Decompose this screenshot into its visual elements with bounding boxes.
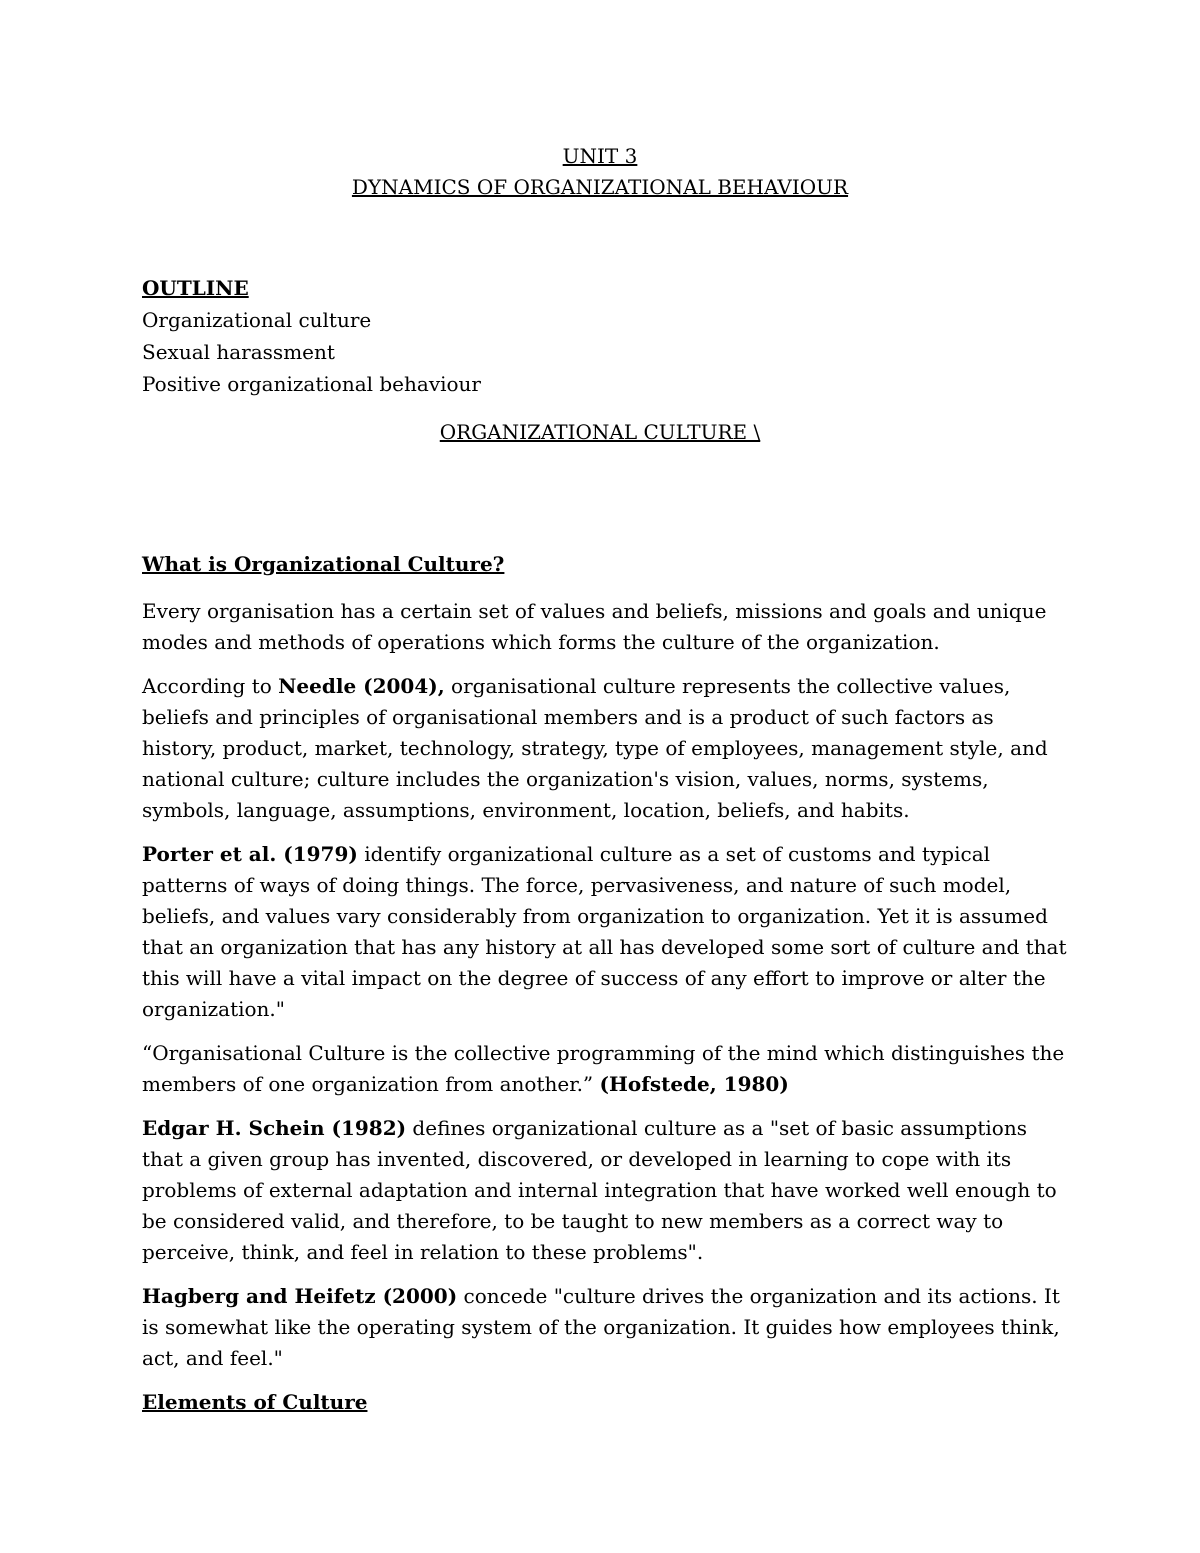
paragraph-hofstede [142, 1038, 1072, 1100]
paragraph-text: organisational culture represents the collective values, beliefs and principles of organisational members and is a product of such factors as history, product, market, technology, strategy, type of employees, management style, and national culture; culture includes the organization's vision, values, norms, systems, symbols, language, assumptions, environment, location, beliefs, and habits. [142, 674, 1048, 822]
unit-subtitle: DYNAMICS OF ORGANIZATIONAL BEHAVIOUR [351, 175, 849, 199]
paragraph-needle [142, 671, 1072, 826]
title-block [0, 141, 1200, 203]
paragraph-definition [142, 596, 1072, 658]
paragraph-text: identify organizational culture as a set of customs and typical patterns of ways of doing things. The force, pervasiveness, and nature of such model, beliefs, and values vary considerably from organization to organization. Yet it is assumed that an organization that has any history at all has developed some sort of culture and that this will have a vital impact on the degree of success of any effort to improve or alter the organization." [142, 842, 1067, 1021]
subheading-what-is: What is Organizational Culture? [142, 552, 505, 576]
paragraph-porter [142, 839, 1072, 1025]
outline-item: Positive organizational behaviour [142, 372, 481, 396]
outline-section [142, 272, 1062, 400]
paragraph-text: defines organizational culture as a "set of basic assumptions that a given group has invented, discovered, or developed in learning to cope with its problems of external adaptation and internal integration that have worked well enough to be considered valid, and therefore, to be taught to new members as a correct way to perceive, think, and feel in relation to these problems". [142, 1116, 1057, 1264]
body-text [142, 549, 1072, 1434]
outline-item: Organizational culture [142, 308, 372, 332]
paragraph-text: concede "culture drives the organization and its actions. It is somewhat like the operating system of the organization. It guides how employees think, act, and feel." [142, 1284, 1060, 1370]
subheading-elements: Elements of Culture [142, 1390, 368, 1414]
citation-porter: Porter et al. (1979) [142, 842, 358, 866]
unit-title: UNIT 3 [562, 144, 638, 168]
citation-schein: Edgar H. Schein (1982) [142, 1116, 407, 1140]
paragraph-hagberg [142, 1281, 1072, 1374]
citation-hagberg: Hagberg and Heifetz (2000) [142, 1284, 458, 1308]
outline-item: Sexual harassment [142, 340, 335, 364]
paragraph-text: “Organisational Culture is the collective programming of the mind which distinguishes the members of one organization from another.” [142, 1041, 1065, 1096]
citation-hofstede: (Hofstede, 1980) [599, 1072, 789, 1096]
paragraph-schein [142, 1113, 1072, 1268]
outline-heading: OUTLINE [142, 276, 249, 300]
section-heading: ORGANIZATIONAL CULTURE \ [439, 420, 761, 444]
paragraph-text: Every organisation has a certain set of values and beliefs, missions and goals and unique modes and methods of operations which forms the culture of the organization. [142, 599, 1047, 654]
citation-needle: Needle (2004), [278, 674, 445, 698]
paragraph-text: According to [142, 674, 279, 698]
